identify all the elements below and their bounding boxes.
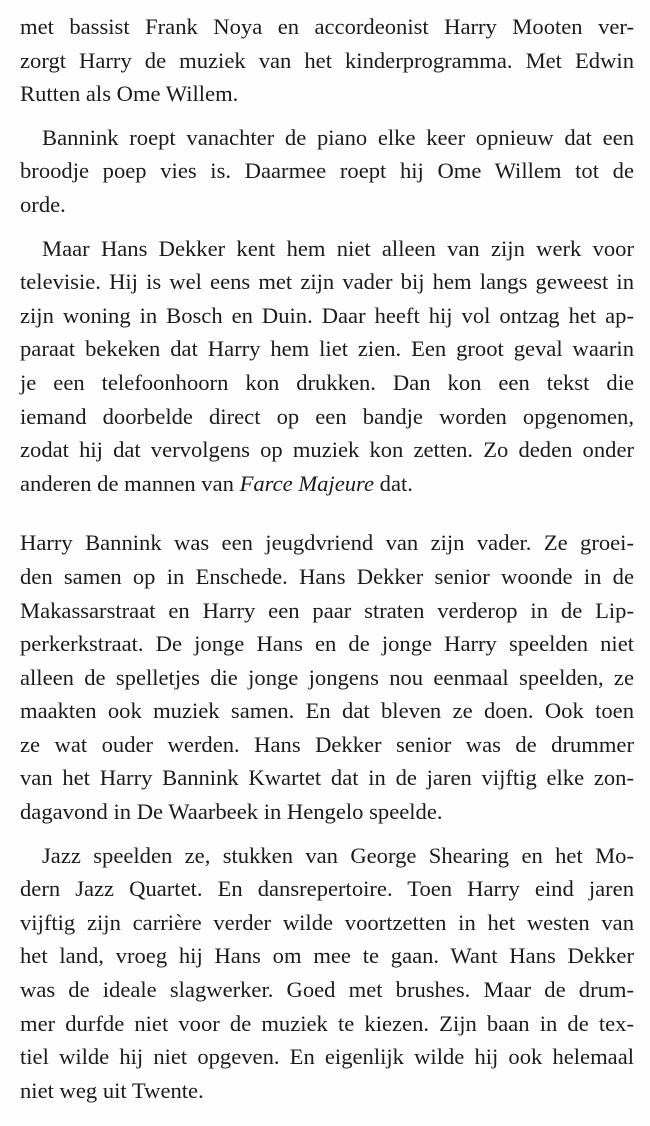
italic-title: Farce Majeure [239, 470, 375, 496]
paragraph [20, 10, 634, 111]
text-line: zijn woning in Bosch en Duin. Daar heeft hij vol ontzag het ap- [20, 302, 634, 328]
text-line: Makassarstraat en Harry een paar straten verderop in de Lip- [20, 597, 634, 623]
text-line: ze wat ouder werden. Hans Dekker senior was de drummer [20, 731, 634, 757]
text-line: perkerkstraat. De jonge Hans en de jonge Harry speelden niet [20, 631, 634, 657]
text-line: vijftig zijn carrière verder wilde voortzetten in het westen van [20, 909, 634, 935]
text-line: iemand doorbelde direct op een bandje worden opgenomen, [20, 403, 634, 429]
paragraph [20, 121, 634, 222]
text-fragment: dat. [374, 470, 413, 496]
text-line: dern Jazz Quartet. En dansrepertoire. Toen Harry eind jaren [20, 876, 634, 902]
text-line: dagavond in De Waarbeek in Hengelo speelde. [20, 799, 443, 825]
text-line: Rutten als Ome Willem. [20, 81, 239, 107]
text-line: den samen op in Enschede. Hans Dekker senior woonde in de [20, 563, 634, 589]
text-line: mer durfde niet voor de muziek te kiezen. Zijn baan in de tex- [20, 1010, 634, 1036]
paragraph [20, 526, 634, 828]
text-line: tiel wilde hij niet opgeven. En eigenlijk wilde hij ook helemaal [20, 1044, 634, 1070]
text-line: orde. [20, 191, 66, 217]
body-text [20, 10, 634, 1107]
text-line: was de ideale slagwerker. Goed met brushes. Maar de drum- [20, 977, 634, 1003]
text-line: het land, vroeg hij Hans om mee te gaan. Want Hans Dekker [20, 943, 634, 969]
text-fragment: anderen de mannen van [20, 470, 240, 496]
text-line: niet weg uit Twente. [20, 1077, 204, 1103]
paragraph [20, 232, 634, 501]
text-line: televisie. Hij is wel eens met zijn vader bij hem langs geweest in [20, 269, 634, 295]
paragraph [20, 839, 634, 1108]
text-line: je een telefoonhoorn kon drukken. Dan kon een tekst die [20, 369, 634, 395]
text-line: Harry Bannink was een jeugdvriend van zijn vader. Ze groei- [20, 530, 634, 556]
text-line: alleen de spelletjes die jonge jongens nou eenmaal speelden, ze [20, 664, 634, 690]
text-line: broodje poep vies is. Daarmee roept hij Ome Willem tot de [20, 158, 634, 184]
text-line: paraat bekeken dat Harry hem liet zien. Een groot geval waarin [20, 336, 634, 362]
text-line [20, 467, 634, 501]
text-line: Maar Hans Dekker kent hem niet alleen van zijn werk voor [42, 235, 634, 261]
text-line: zorgt Harry de muziek van het kinderprogramma. Met Edwin [20, 47, 634, 73]
text-line: maakten ook muziek samen. En dat bleven ze doen. Ook toen [20, 698, 634, 724]
text-line: Bannink roept vanachter de piano elke keer opnieuw dat een [42, 124, 634, 150]
text-line: met bassist Frank Noya en accordeonist Harry Mooten ver- [20, 14, 634, 39]
text-line: Jazz speelden ze, stukken van George Shearing en het Mo- [42, 842, 634, 868]
text-line: zodat hij dat vervolgens op muziek kon zetten. Zo deden onder [20, 437, 634, 463]
text-line: van het Harry Bannink Kwartet dat in de jaren vijftig elke zon- [20, 765, 634, 791]
